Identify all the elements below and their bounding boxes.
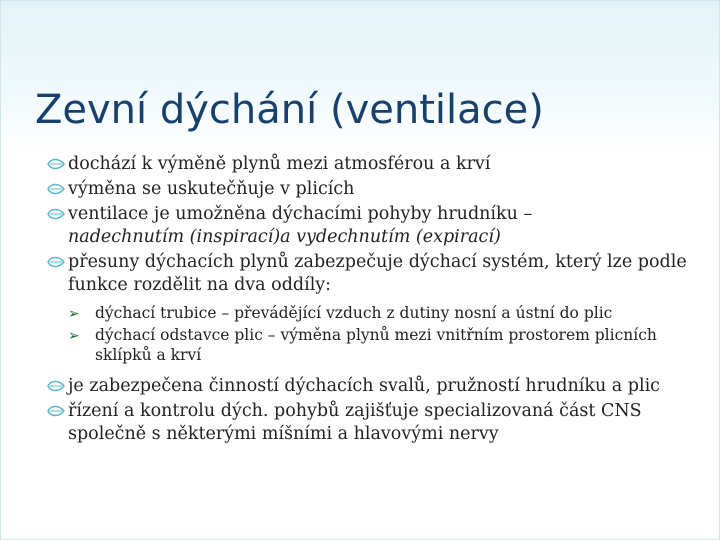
bullet-text: přesuny dýchacích plynů zabezpečuje dýchací systém, který lze podle funkce rozdělit na dva oddíly: xyxy=(68,252,687,295)
leaf-bullet-icon xyxy=(47,183,65,195)
bullet-text: dochází k výměně plynů mezi atmosférou a krví xyxy=(68,154,491,174)
slide-content xyxy=(49,153,689,446)
bullet-item xyxy=(49,251,689,297)
slide-title: Zevní dýchání (ventilace) xyxy=(35,87,544,133)
leaf-bullet-icon xyxy=(47,405,65,417)
bullet-text: výměna se uskutečňuje v plicích xyxy=(68,179,355,199)
bullet-text: řízení a kontrolu dých. pohybů zajišťuje specializovaná část CNS společně s některými míšními a hlavovými nervy xyxy=(68,401,642,444)
sub-bullet-text: dýchací trubice – převádějící vzduch z dutiny nosní a ústní do plic xyxy=(95,304,613,322)
sub-bullet-text: dýchací odstavce plic – výměna plynů mezi vnitřním prostorem plicních sklípků a krví xyxy=(95,326,657,364)
bullet-item xyxy=(49,153,689,176)
arrow-right-icon: ➢ xyxy=(68,328,80,344)
bullet-text: je zabezpečena činností dýchacích svalů, pružností hrudníku a plic xyxy=(68,376,660,396)
bullet-italic-text: nadechnutím (inspirací)a vydechnutím (expirací) xyxy=(68,227,501,247)
leaf-bullet-icon xyxy=(47,208,65,220)
bullet-item xyxy=(49,178,689,201)
bullet-item xyxy=(49,400,689,446)
sub-bullet-item xyxy=(49,303,689,323)
leaf-bullet-icon xyxy=(47,256,65,268)
bullet-text: ventilace je umožněna dýchacími pohyby hrudníku – xyxy=(68,204,533,224)
arrow-right-icon: ➢ xyxy=(68,306,80,322)
bullet-item xyxy=(49,203,689,249)
bullet-item xyxy=(49,375,689,398)
sub-bullet-item xyxy=(49,325,689,365)
leaf-bullet-icon xyxy=(47,380,65,392)
leaf-bullet-icon xyxy=(47,158,65,170)
